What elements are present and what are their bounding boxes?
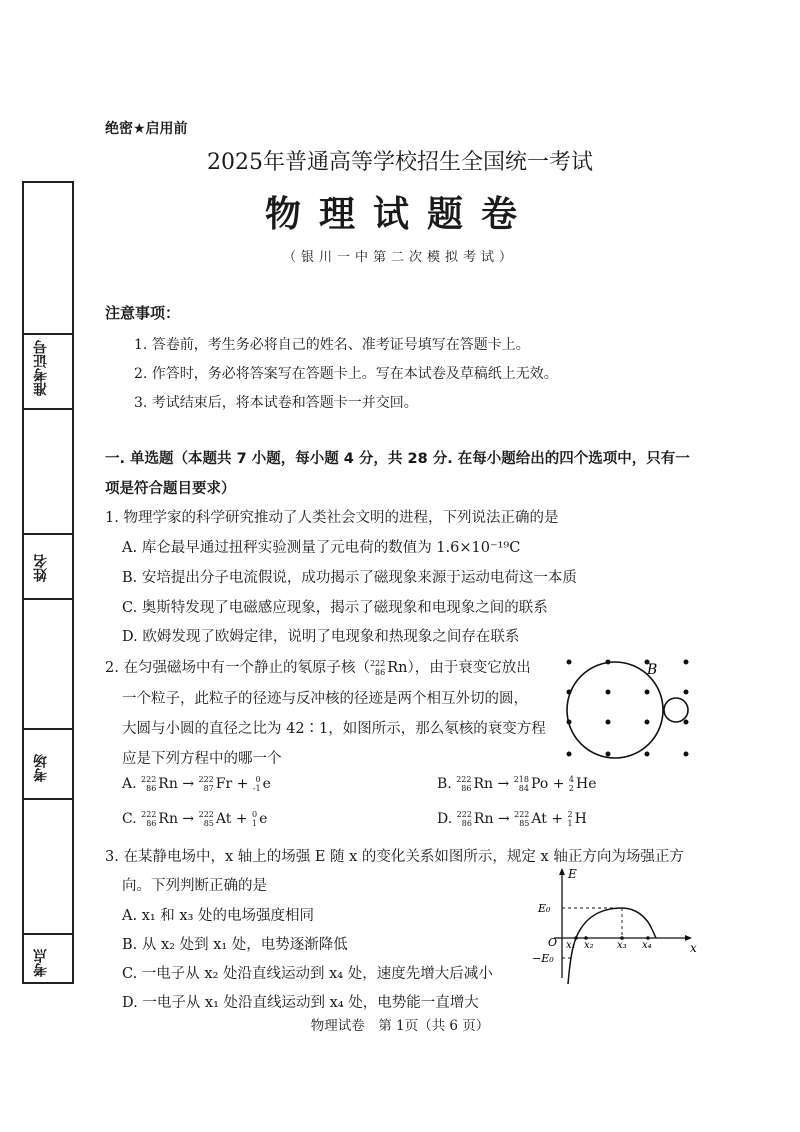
question-2-option-d: [437, 810, 587, 828]
question-3-stem-line2: 向。下列判断正确的是: [122, 878, 267, 894]
strip-divider: [24, 598, 72, 600]
element-symbol: H: [574, 811, 587, 827]
confidential-label: 绝密★启用前: [105, 121, 188, 137]
strip-label-room: 考场: [33, 754, 49, 782]
question-1-option-a: A. 库仑最早通过扭秤实验测量了元电荷的数值为 1.6×10⁻¹⁹C: [122, 540, 521, 556]
paper-title: 物理试题卷: [264, 194, 535, 235]
question-3-option-b: B. 从 x₂ 处到 x₁ 处，电势逐渐降低: [122, 937, 348, 953]
atomic-number: 85: [203, 819, 214, 828]
small-track-circle: [664, 698, 688, 722]
e-axis-arrow-icon: [559, 868, 565, 875]
exam-subtitle: （银川一中第二次模拟考试）: [282, 250, 517, 265]
e-x-graph: [528, 866, 698, 986]
nuclide: [569, 775, 597, 793]
e0-label: E₀: [538, 902, 551, 915]
x3-label: x₃: [617, 940, 627, 951]
question-2-stem-line2: 一个粒子，此粒子的径迹与反冲核的径迹是两个相互外切的圆，: [122, 691, 528, 707]
element-symbol: At: [531, 811, 547, 827]
reaction-arrow: →: [497, 811, 510, 827]
question-1-option-b: B. 安培提出分子电流假说，成功揭示了磁现象来源于运动电荷这一本质: [122, 570, 577, 586]
question-3-option-d: D. 一电子从 x₁ 处沿直线运动到 x₄ 处，电势能一直增大: [122, 995, 479, 1011]
strip-label-name: 姓名: [33, 554, 49, 582]
section-heading-cont: 项是符合题目要求）: [105, 481, 236, 497]
element-symbol: Fr: [215, 776, 233, 792]
mass-number: 4: [568, 775, 574, 784]
x1-label: x₁: [566, 940, 576, 951]
question-3-stem-line1: 3. 在某静电场中，x 轴上的场强 E 随 x 的变化关系如图所示，规定 x 轴正方向为场强正方: [105, 849, 684, 865]
strip-divider: [24, 728, 72, 730]
question-2-stem-part: 2. 在匀强磁场中有一个静止的氡原子核（: [105, 660, 370, 676]
strip-divider: [24, 408, 72, 410]
element-symbol: Rn: [158, 776, 178, 792]
e-axis-label: E: [568, 867, 577, 881]
strip-label-ticket: 准考证号: [33, 340, 49, 396]
nuclide: [199, 775, 233, 793]
notice-item: 1. 答卷前，考生务必将自己的姓名、准考证号填写在答题卡上。: [134, 337, 530, 353]
exam-title: 2025年普通高等学校招生全国统一考试: [207, 150, 593, 175]
element-symbol: e: [262, 776, 271, 792]
nuclide: [199, 810, 232, 828]
nuclide: [252, 810, 267, 828]
question-2-option-b: [437, 775, 596, 793]
strip-divider: [24, 798, 72, 800]
reaction-arrow: →: [182, 776, 195, 792]
atomic-number: 86: [461, 784, 472, 793]
nuclide: [514, 810, 547, 828]
atomic-number: 84: [518, 784, 529, 793]
atomic-number: 86: [146, 784, 157, 793]
option-letter: C.: [122, 811, 137, 827]
question-2-option-c: [122, 810, 267, 828]
reaction-arrow: →: [497, 776, 510, 792]
plus-sign: +: [552, 776, 565, 792]
element-symbol: At: [215, 811, 232, 827]
atomic-number: 1: [252, 819, 258, 828]
mass-number: 218: [513, 775, 529, 784]
atomic-number: 85: [519, 819, 530, 828]
mass-number: 222: [369, 659, 386, 668]
nuclide: [514, 775, 549, 793]
x-axis-label: x: [690, 941, 697, 955]
element-symbol: Rn: [387, 660, 408, 676]
question-2-stem-part: ），由于衰变它放出: [407, 660, 531, 676]
origin-label: O: [548, 936, 558, 949]
atomic-number: 86: [146, 819, 157, 828]
mass-number: 222: [141, 810, 157, 819]
nuclide: [253, 775, 271, 793]
x2-label: x₂: [584, 940, 594, 951]
element-symbol: Rn: [158, 811, 178, 827]
question-2-stem-line3: 大圆与小圆的直径之比为 42∶1，如图所示，那么氡核的衰变方程: [122, 721, 546, 737]
mass-number: 2: [567, 810, 573, 819]
strip-divider: [24, 933, 72, 935]
atomic-number: 87: [203, 784, 214, 793]
binding-strip: [22, 181, 74, 984]
mass-number: 0: [255, 775, 261, 784]
field-label-b: B: [647, 662, 658, 678]
nuclide: [141, 775, 178, 793]
nuclide: [568, 810, 587, 828]
atomic-number: -1: [252, 784, 261, 793]
strip-label-site: 考点: [33, 949, 49, 977]
plus-sign: +: [551, 811, 564, 827]
atomic-number: 86: [375, 668, 386, 677]
reaction-arrow: →: [182, 811, 195, 827]
magnetic-field-figure: [555, 652, 700, 772]
mass-number: 222: [141, 775, 157, 784]
question-1-stem: 1. 物理学家的科学研究推动了人类社会文明的进程，下列说法正确的是: [105, 510, 559, 526]
question-2-stem-line4: 应是下列方程中的哪一个: [122, 751, 282, 767]
notice-item: 2. 作答时，务必将答案写在答题卡上。写在本试卷及草稿纸上无效。: [134, 366, 558, 382]
notice-title: 注意事项：: [105, 304, 181, 322]
question-3-option-a: A. x₁ 和 x₃ 处的电场强度相同: [122, 908, 314, 924]
element-symbol: Rn: [473, 776, 494, 792]
option-letter: D.: [437, 811, 453, 827]
element-symbol: He: [575, 776, 597, 792]
radon-nuclide: [370, 659, 408, 677]
nuclide: [141, 810, 178, 828]
element-symbol: Po: [530, 776, 549, 792]
option-letter: B.: [437, 776, 452, 792]
element-symbol: Rn: [473, 811, 494, 827]
atomic-number: 1: [567, 819, 573, 828]
mass-number: 222: [456, 775, 472, 784]
field-dots: [567, 660, 689, 757]
notice-item: 3. 考试结束后，将本试卷和答题卡一并交回。: [134, 395, 418, 411]
question-1-option-d: D. 欧姆发现了欧姆定律，说明了电现象和热现象之间存在联系: [122, 629, 520, 645]
section-heading: 一. 单选题（本题共 7 小题，每小题 4 分，共 28 分. 在每小题给出的四个选项中，只有一: [105, 451, 690, 467]
nuclide: [457, 810, 494, 828]
question-1-option-c: C. 奥斯特发现了电磁感应现象，揭示了磁现象和电现象之间的联系: [122, 600, 548, 616]
mass-number: 222: [198, 810, 214, 819]
plus-sign: +: [235, 811, 248, 827]
question-2-option-a: [122, 775, 271, 793]
strip-divider: [24, 533, 72, 535]
atomic-number: 86: [461, 819, 472, 828]
nuclide: [456, 775, 493, 793]
neg-e0-label: −E₀: [532, 952, 554, 965]
question-2-stem-line1: [105, 656, 531, 677]
x4-label: x₄: [642, 940, 652, 951]
plus-sign: +: [236, 776, 249, 792]
page-footer: 物理试卷 第 1页（共 6 页）: [310, 1018, 490, 1034]
option-letter: A.: [122, 776, 137, 792]
mass-number: 222: [456, 810, 472, 819]
mass-number: 222: [514, 810, 530, 819]
element-symbol: e: [259, 811, 268, 827]
strip-divider: [24, 333, 72, 335]
mass-number: 0: [252, 810, 258, 819]
question-3-option-c: C. 一电子从 x₂ 处沿直线运动到 x₄ 处，速度先增大后减小: [122, 966, 493, 982]
atomic-number: 2: [568, 784, 574, 793]
mass-number: 222: [198, 775, 214, 784]
